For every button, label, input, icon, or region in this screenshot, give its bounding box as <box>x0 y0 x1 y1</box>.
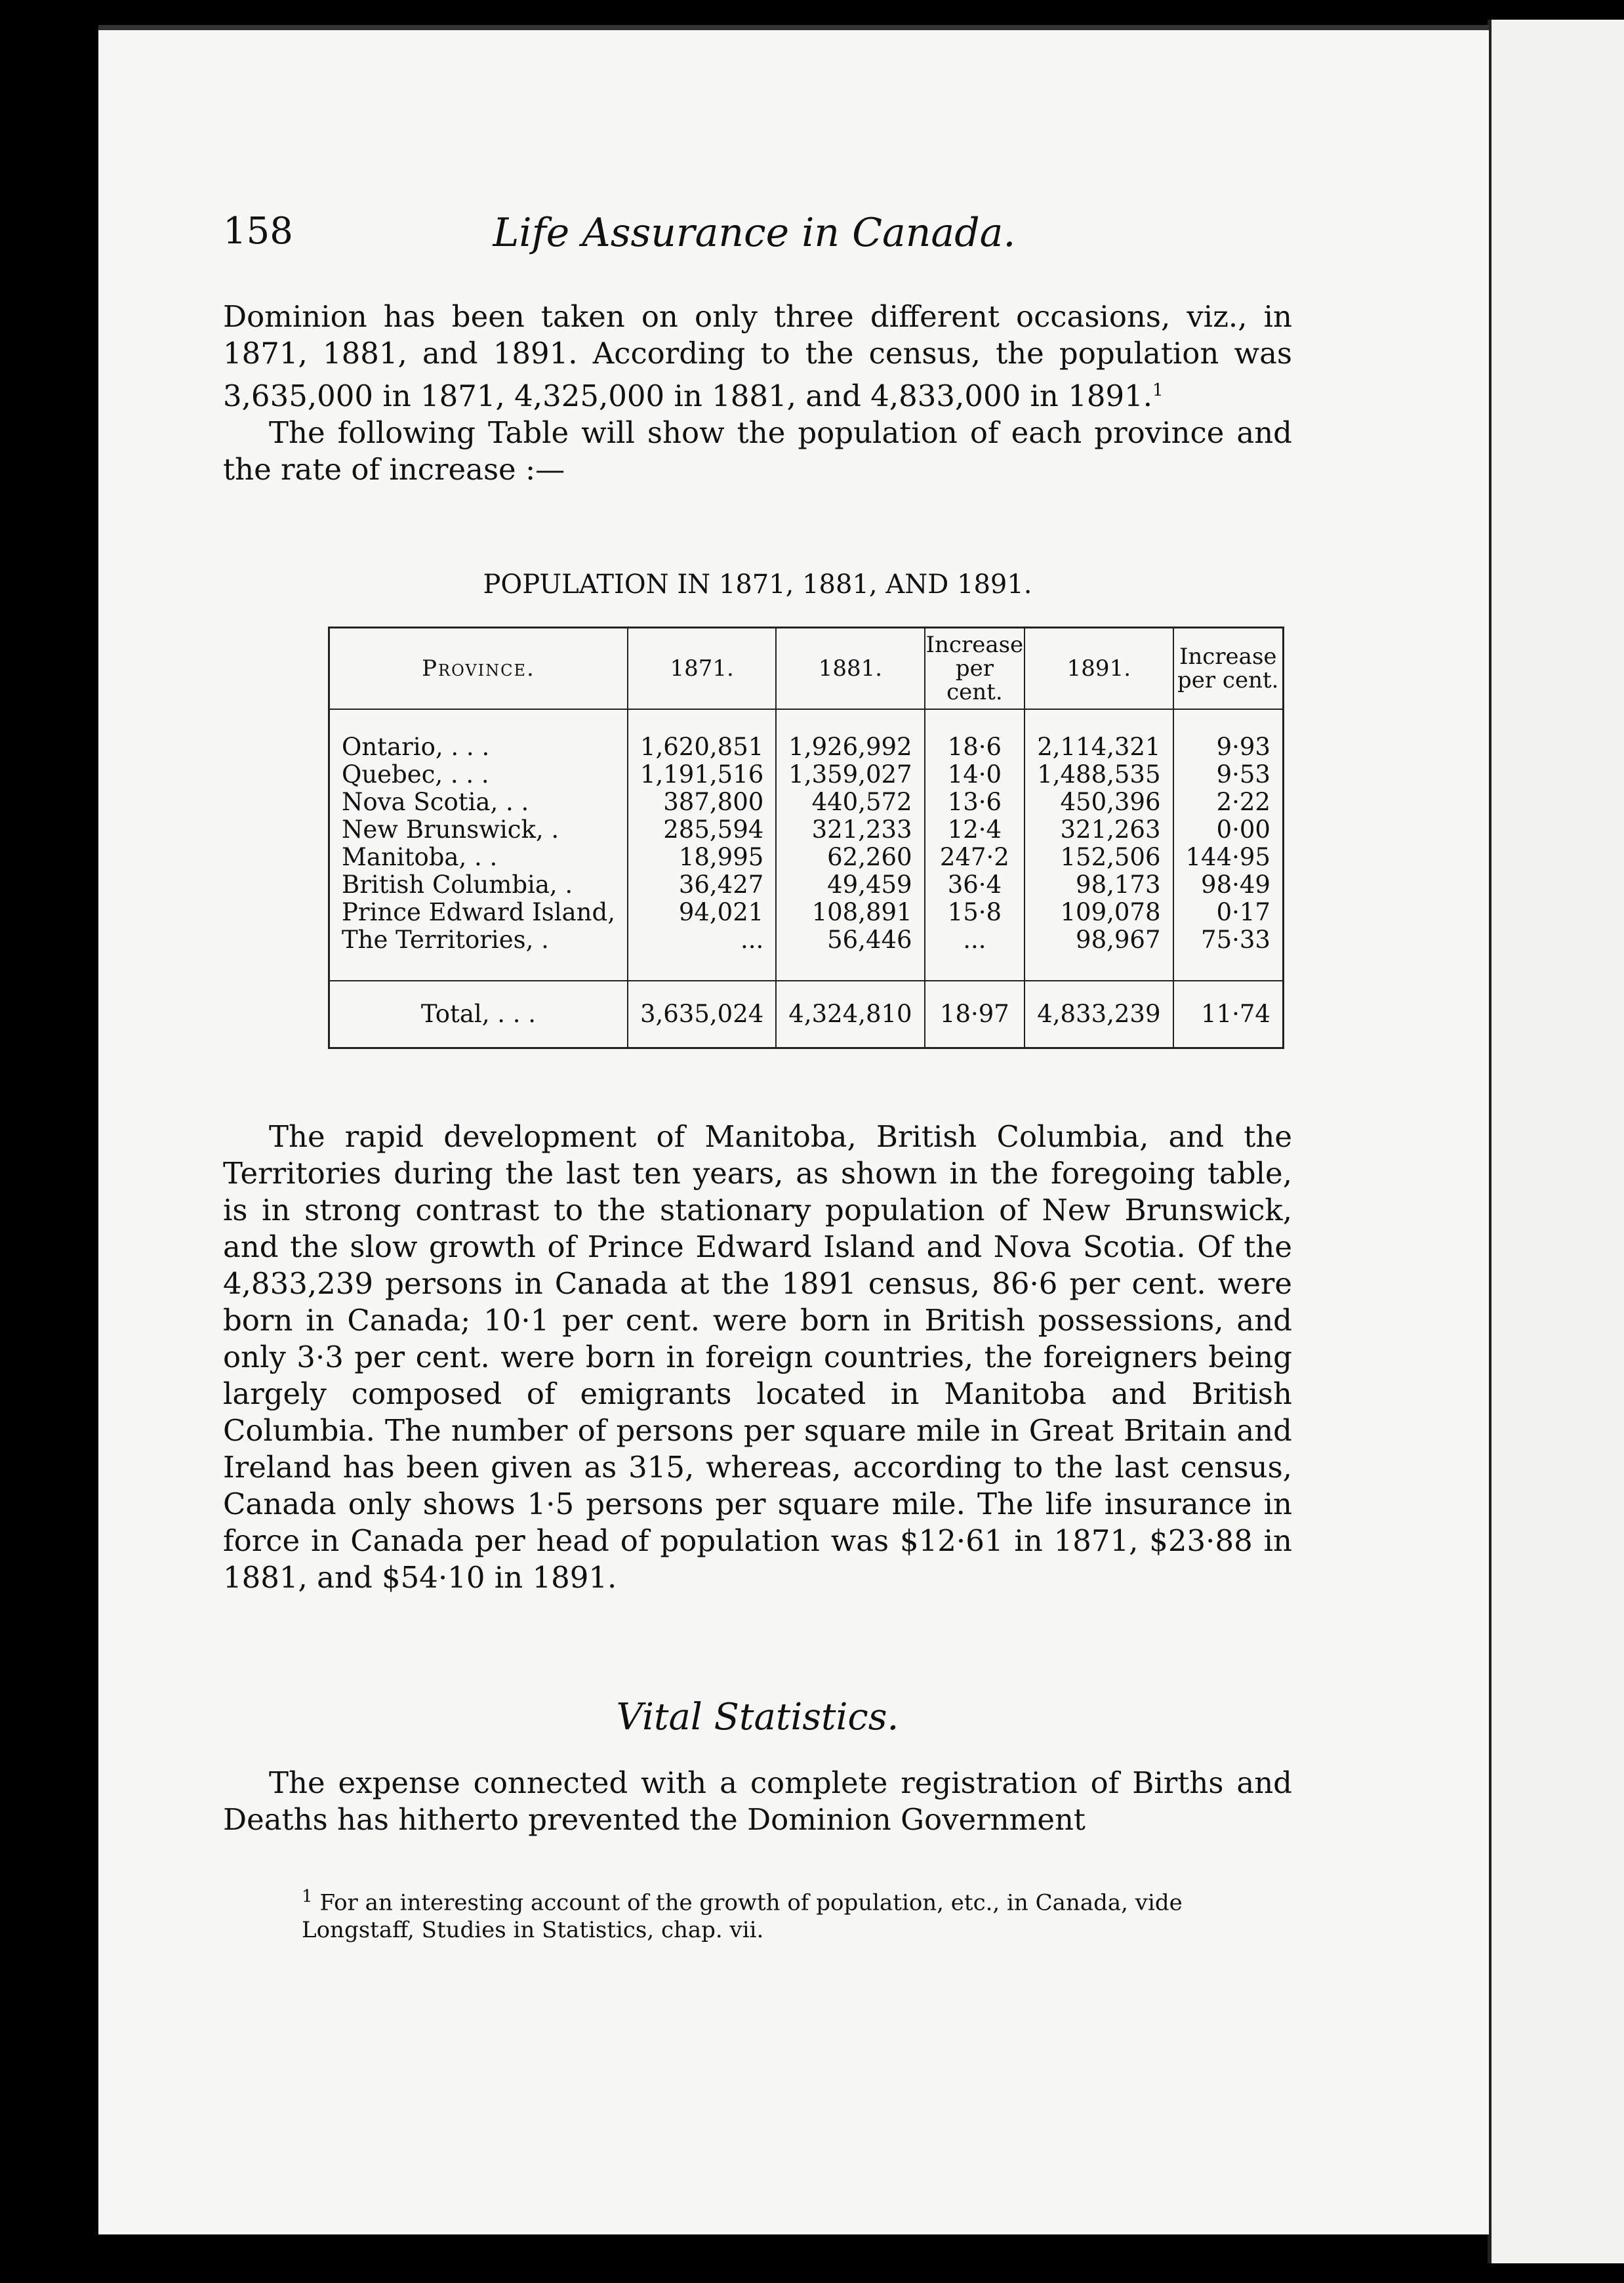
col-header-increase-1891: Increase per cent. <box>1173 628 1284 710</box>
table-cell-y1881: 1,926,992 <box>776 733 924 761</box>
population-table <box>328 627 1284 1049</box>
table-row <box>329 844 1284 871</box>
table-cell-inc1: 36·4 <box>925 871 1025 899</box>
total-cell-inc2: 11·74 <box>1173 981 1284 1048</box>
table-total-row <box>329 981 1284 1048</box>
col-header-1891: 1891. <box>1025 628 1173 710</box>
table-cell-y1881: 321,233 <box>776 816 924 844</box>
col-header-1871: 1871. <box>628 628 776 710</box>
col-header-1881: 1881. <box>776 628 924 710</box>
table-cell-y1891: 2,114,321 <box>1025 733 1173 761</box>
table-cell-y1891: 98,173 <box>1025 871 1173 899</box>
table-cell-y1891: 321,263 <box>1025 816 1173 844</box>
table-cell-inc2: 9·53 <box>1173 761 1284 789</box>
table-row <box>329 871 1284 899</box>
table-header-row <box>329 628 1284 710</box>
table-row <box>329 926 1284 954</box>
table-cell-inc1: 12·4 <box>925 816 1025 844</box>
table-cell-inc1: 14·0 <box>925 761 1025 789</box>
table-cell-y1881: 62,260 <box>776 844 924 871</box>
table-cell-inc2: 9·93 <box>1173 733 1284 761</box>
total-cell-y1891: 4,833,239 <box>1025 981 1173 1048</box>
table-cell-province: The Territories, . <box>329 926 628 954</box>
table-cell-y1891: 98,967 <box>1025 926 1173 954</box>
table-cell-inc2: 75·33 <box>1173 926 1284 954</box>
footnote-ref: 1 <box>1152 380 1164 400</box>
table-cell-inc2: 0·17 <box>1173 899 1284 926</box>
table-cell-y1871: ... <box>628 926 776 954</box>
table-cell-y1871: 387,800 <box>628 789 776 816</box>
table-cell-province: Nova Scotia, . . <box>329 789 628 816</box>
running-title: Life Assurance in Canada. <box>493 210 1016 256</box>
table-row <box>329 816 1284 844</box>
adjacent-page-edge <box>1488 20 1624 2263</box>
table-cell-inc2: 0·00 <box>1173 816 1284 844</box>
total-cell-y1871: 3,635,024 <box>628 981 776 1048</box>
table-title: POPULATION IN 1871, 1881, AND 1891. <box>483 569 1032 600</box>
table-cell-y1881: 49,459 <box>776 871 924 899</box>
table-cell-y1881: 56,446 <box>776 926 924 954</box>
total-cell-y1881: 4,324,810 <box>776 981 924 1048</box>
table-cell-inc1: 15·8 <box>925 899 1025 926</box>
footnote <box>302 1883 1292 1944</box>
footnote-mark: 1 <box>302 1887 313 1906</box>
table-cell-y1871: 36,427 <box>628 871 776 899</box>
intro-paragraph-2: The following Table will show the population of each province and the rate of increase :— <box>223 415 1292 487</box>
table-cell-province: Manitoba, . . <box>329 844 628 871</box>
body-paragraph: The rapid development of Manitoba, British Columbia, and the Territories during the last ten years, as shown in the foregoing table, is in strong contrast to the stationary population of New Brunswick, and the slow growth of Prince Edward Island and Nova Scotia. Of the 4,833,239 persons in Canada at the 1891 census, 86·6 per cent. were born in Canada; 10·1 per cent. were born in British possessions, and only 3·3 per cent. were born in foreign countries, the foreigners being largely composed of emigrants located in Manitoba and British Columbia. The number of persons per square mile in Great Britain and Ireland has been given as 315, whereas, according to the last census, Canada only shows 1·5 persons per square mile. The life insurance in force in Canada per head of population was $12·61 in 1871, $23·88 in 1881, and $54·10 in 1891. <box>223 1119 1292 1595</box>
section-heading: Vital Statistics. <box>616 1696 899 1738</box>
table-cell-y1891: 109,078 <box>1025 899 1173 926</box>
table-cell-y1871: 1,620,851 <box>628 733 776 761</box>
table-cell-y1891: 450,396 <box>1025 789 1173 816</box>
table-cell-province: Prince Edward Island, <box>329 899 628 926</box>
table-row <box>329 899 1284 926</box>
intro-paragraph-1: Dominion has been taken on only three different occasions, viz., in 1871, 1881, and 1891. According to the census, the population was 3,635,000 in 1871, 4,325,000 in 1881, and 4,833,000 in 1891. <box>223 299 1292 413</box>
table-cell-province: Ontario, . . . <box>329 733 628 761</box>
table-cell-y1871: 94,021 <box>628 899 776 926</box>
table-cell-inc1: 18·6 <box>925 733 1025 761</box>
table-cell-province: Quebec, . . . <box>329 761 628 789</box>
total-cell-province: Total, . . . <box>329 981 628 1048</box>
table-row <box>329 789 1284 816</box>
table-cell-province: British Columbia, . <box>329 871 628 899</box>
col-header-increase-1881: Increase per cent. <box>925 628 1025 710</box>
table-cell-y1891: 152,506 <box>1025 844 1173 871</box>
total-cell-inc1: 18·97 <box>925 981 1025 1048</box>
table-cell-y1891: 1,488,535 <box>1025 761 1173 789</box>
table-cell-inc1: 13·6 <box>925 789 1025 816</box>
table-cell-inc2: 144·95 <box>1173 844 1284 871</box>
table-cell-y1871: 1,191,516 <box>628 761 776 789</box>
table-row <box>329 733 1284 761</box>
page-header <box>223 210 1286 269</box>
table-cell-y1871: 285,594 <box>628 816 776 844</box>
intro-text <box>223 298 1292 488</box>
table-cell-y1881: 1,359,027 <box>776 761 924 789</box>
page-number: 158 <box>223 210 293 253</box>
table-cell-inc2: 2·22 <box>1173 789 1284 816</box>
table-cell-province: New Brunswick, . <box>329 816 628 844</box>
table-cell-y1881: 108,891 <box>776 899 924 926</box>
table-row <box>329 761 1284 789</box>
section-paragraph: The expense connected with a complete registration of Births and Deaths has hitherto prevented the Dominion Government <box>223 1765 1292 1837</box>
table-cell-y1881: 440,572 <box>776 789 924 816</box>
col-header-province: Province. <box>329 628 628 710</box>
footnote-text: For an interesting account of the growth of population, etc., in Canada, vide Longstaff, Studies in Statistics, chap. vii. <box>302 1889 1183 1944</box>
table-cell-inc1: 247·2 <box>925 844 1025 871</box>
table-cell-inc1: ... <box>925 926 1025 954</box>
table-cell-inc2: 98·49 <box>1173 871 1284 899</box>
table-cell-y1871: 18,995 <box>628 844 776 871</box>
